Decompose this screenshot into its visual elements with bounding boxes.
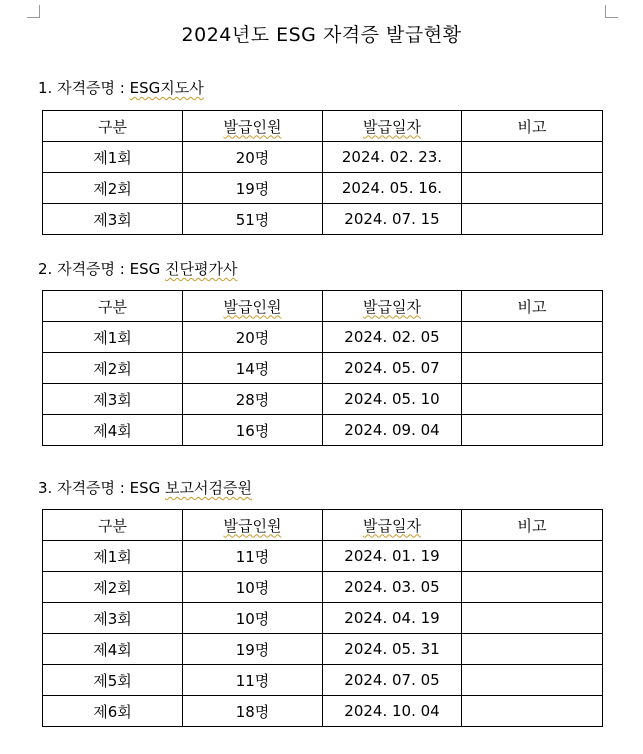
note-cell	[462, 696, 603, 727]
count-cell: 14명	[183, 353, 323, 384]
note-cell	[462, 541, 603, 572]
round-cell: 제3회	[43, 384, 183, 415]
page-corner-mark-left	[27, 5, 40, 18]
count-cell: 11명	[183, 541, 323, 572]
table-row	[43, 696, 603, 727]
date-cell: 2024. 02. 05	[323, 322, 462, 353]
header-issued: 발급인원	[183, 291, 323, 322]
round-cell: 제4회	[43, 415, 183, 446]
section-3-table	[42, 509, 603, 727]
header-note: 비고	[462, 291, 603, 322]
document-title: 2024년도 ESG 자격증 발급현황	[181, 24, 462, 46]
table-row	[43, 634, 603, 665]
section-2-table	[42, 290, 603, 446]
round-cell: 제4회	[43, 634, 183, 665]
note-cell	[462, 603, 603, 634]
round-cell: 제1회	[43, 541, 183, 572]
date-cell: 2024. 07. 05	[323, 665, 462, 696]
page-corner-mark-right	[605, 5, 618, 18]
note-cell	[462, 204, 603, 235]
table-row	[43, 322, 603, 353]
date-cell: 2024. 03. 05	[323, 572, 462, 603]
date-cell: 2024. 04. 19	[323, 603, 462, 634]
section-1-heading	[38, 77, 204, 98]
date-cell: 2024. 07. 15	[323, 204, 462, 235]
header-date: 발급일자	[323, 510, 462, 541]
table-header-row	[43, 510, 603, 541]
date-cell: 2024. 05. 16.	[323, 173, 462, 204]
header-date: 발급일자	[323, 111, 462, 142]
note-cell	[462, 415, 603, 446]
round-cell: 제3회	[43, 603, 183, 634]
table-row	[43, 173, 603, 204]
date-cell: 2024. 05. 10	[323, 384, 462, 415]
round-cell: 제2회	[43, 572, 183, 603]
section-3-label: 3. 자격증명 : ESG	[38, 479, 166, 497]
header-date: 발급일자	[323, 291, 462, 322]
note-cell	[462, 384, 603, 415]
round-cell: 제1회	[43, 142, 183, 173]
round-cell: 제3회	[43, 204, 183, 235]
date-cell: 2024. 01. 19	[323, 541, 462, 572]
round-cell: 제6회	[43, 696, 183, 727]
date-cell: 2024. 02. 23.	[323, 142, 462, 173]
date-cell: 2024. 05. 31	[323, 634, 462, 665]
table-header-row	[43, 111, 603, 142]
count-cell: 20명	[183, 142, 323, 173]
date-cell: 2024. 10. 04	[323, 696, 462, 727]
count-cell: 51명	[183, 204, 323, 235]
count-cell: 11명	[183, 665, 323, 696]
table-row	[43, 541, 603, 572]
header-note: 비고	[462, 510, 603, 541]
header-note: 비고	[462, 111, 603, 142]
count-cell: 20명	[183, 322, 323, 353]
header-division: 구분	[43, 111, 183, 142]
note-cell	[462, 665, 603, 696]
section-3-heading	[38, 477, 252, 498]
table-header-row	[43, 291, 603, 322]
table-row	[43, 415, 603, 446]
note-cell	[462, 353, 603, 384]
round-cell: 제5회	[43, 665, 183, 696]
header-issued: 발급인원	[183, 111, 323, 142]
round-cell: 제2회	[43, 353, 183, 384]
section-2-label: 2. 자격증명 : ESG	[38, 260, 166, 278]
table-row	[43, 353, 603, 384]
note-cell	[462, 142, 603, 173]
section-2-heading	[38, 258, 237, 279]
note-cell	[462, 634, 603, 665]
note-cell	[462, 173, 603, 204]
header-division: 구분	[43, 291, 183, 322]
count-cell: 16명	[183, 415, 323, 446]
header-division: 구분	[43, 510, 183, 541]
section-1-label: 1. 자격증명 :	[38, 79, 130, 97]
table-row	[43, 384, 603, 415]
count-cell: 10명	[183, 603, 323, 634]
date-cell: 2024. 05. 07	[323, 353, 462, 384]
table-row	[43, 142, 603, 173]
table-row	[43, 665, 603, 696]
section-3-cert-name: 보고서검증원	[165, 479, 252, 497]
count-cell: 18명	[183, 696, 323, 727]
date-cell: 2024. 09. 04	[323, 415, 462, 446]
section-1-cert-name: ESG지도사	[129, 79, 204, 97]
round-cell: 제1회	[43, 322, 183, 353]
table-row	[43, 572, 603, 603]
section-2-cert-name: 진단평가사	[165, 260, 238, 278]
table-row	[43, 204, 603, 235]
count-cell: 19명	[183, 634, 323, 665]
count-cell: 10명	[183, 572, 323, 603]
count-cell: 28명	[183, 384, 323, 415]
note-cell	[462, 322, 603, 353]
round-cell: 제2회	[43, 173, 183, 204]
table-row	[43, 603, 603, 634]
count-cell: 19명	[183, 173, 323, 204]
section-1-table	[42, 110, 603, 235]
header-issued: 발급인원	[183, 510, 323, 541]
note-cell	[462, 572, 603, 603]
